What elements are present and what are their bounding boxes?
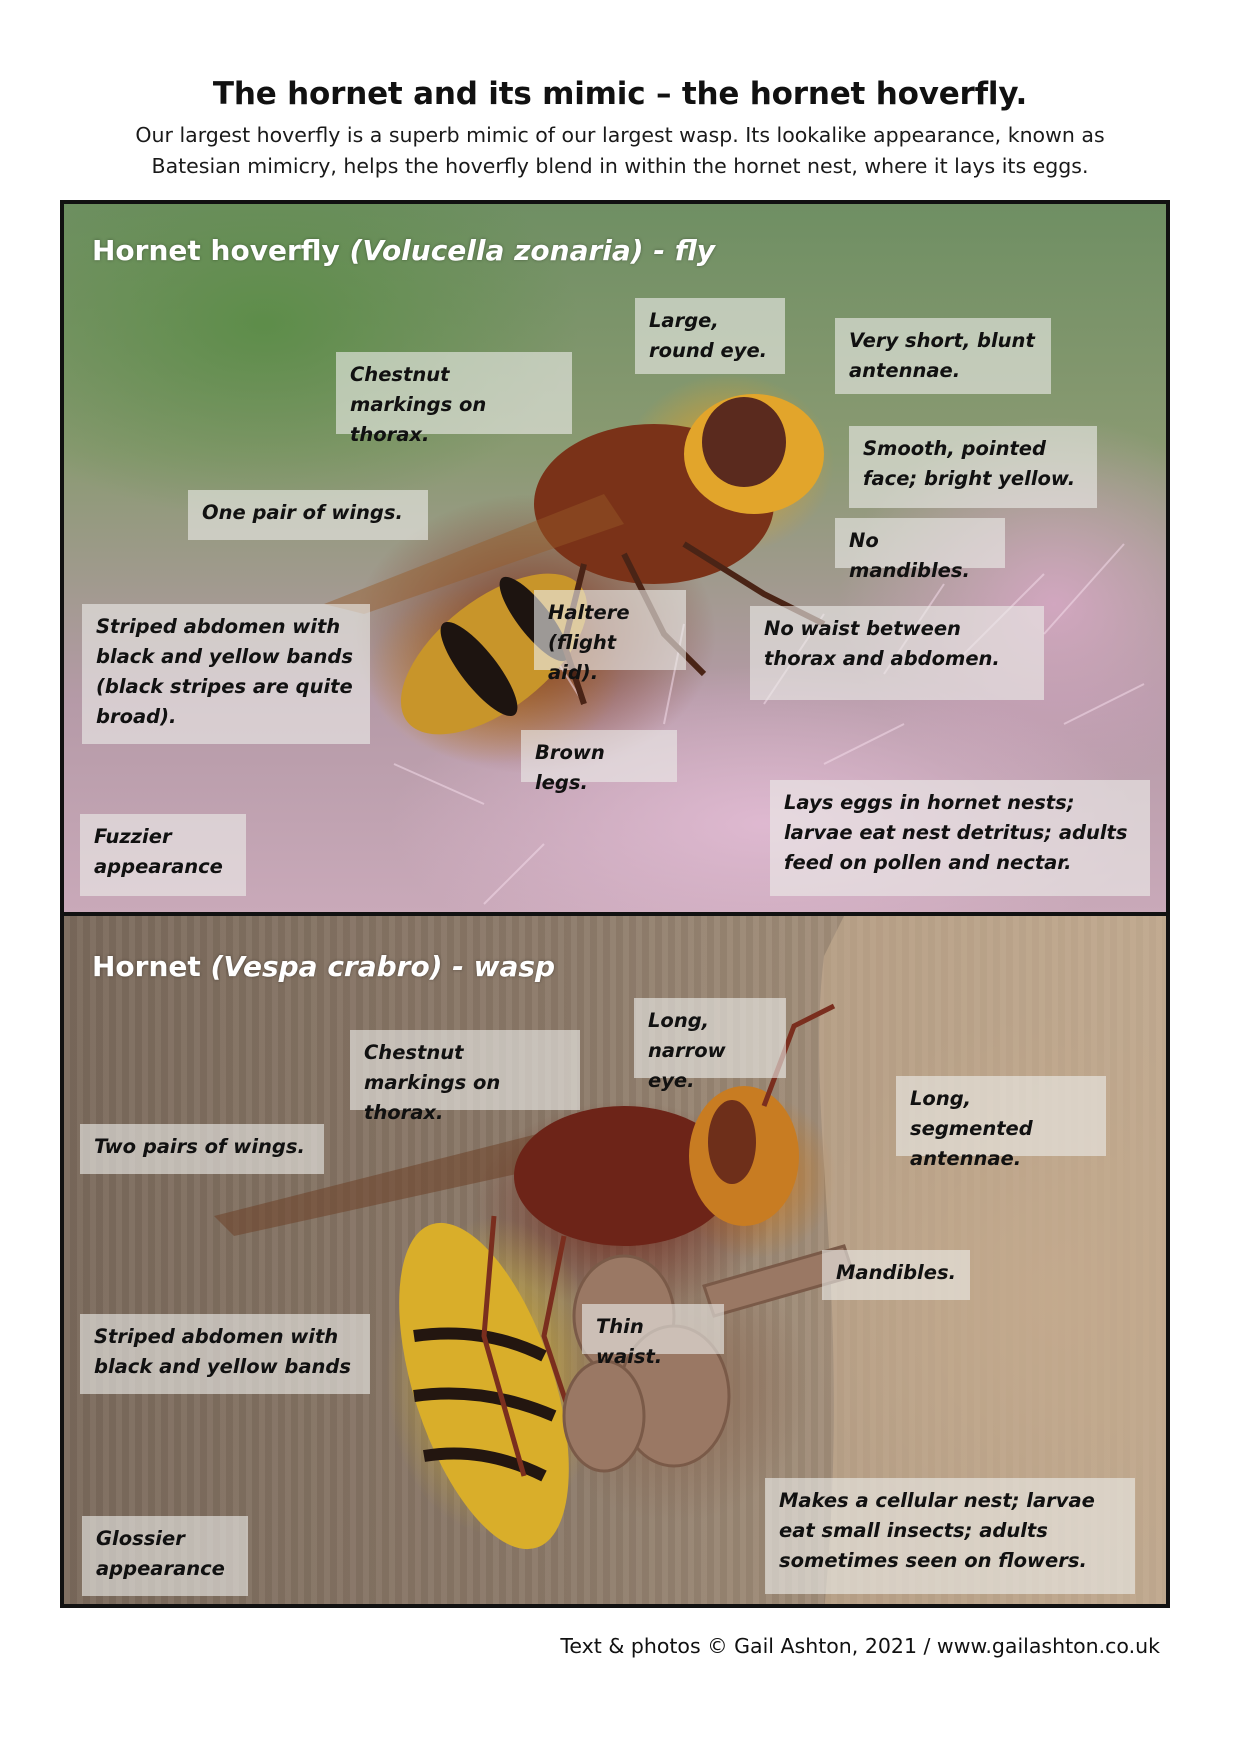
hoverfly-antennae-label: Very short, blunt antennae. (835, 318, 1051, 394)
hoverfly-face-label: Smooth, pointed face; bright yellow. (849, 426, 1097, 508)
hornet-life-label: Makes a cellular nest; larvae eat small insects; adults sometimes seen on flowers. (765, 1478, 1135, 1594)
hoverfly-thorax-label: Chestnut markings on thorax. (336, 352, 572, 434)
hoverfly-eye-label: Large, round eye. (635, 298, 785, 374)
hornet-common-name: Hornet (92, 950, 211, 983)
hornet-scientific-name: (Vespa crabro) - wasp (210, 950, 556, 983)
hoverfly-heading (92, 234, 715, 267)
hoverfly-life-label: Lays eggs in hornet nests; larvae eat nest detritus; adults feed on pollen and nectar. (770, 780, 1150, 896)
hornet-heading (92, 950, 555, 983)
hoverfly-abdomen-label: Striped abdomen with black and yellow bands (black stripes are quite broad). (82, 604, 370, 744)
hoverfly-panel (60, 200, 1170, 916)
hornet-appearance-label: Glossier appearance (82, 1516, 248, 1596)
photo-credit: Text & photos © Gail Ashton, 2021 / www.gailashton.co.uk (560, 1634, 1160, 1658)
hoverfly-haltere-label: Haltere (flight aid). (534, 590, 686, 670)
hornet-abdomen-label: Striped abdomen with black and yellow bands (80, 1314, 370, 1394)
hoverfly-scientific-name: (Volucella zonaria) - fly (349, 234, 716, 267)
hoverfly-legs-label: Brown legs. (521, 730, 677, 782)
hornet-wings-label: Two pairs of wings. (80, 1124, 324, 1174)
hornet-panel (60, 912, 1170, 1608)
hornet-thorax-label: Chestnut markings on thorax. (350, 1030, 580, 1110)
hoverfly-waist-label: No waist between thorax and abdomen. (750, 606, 1044, 700)
hoverfly-appearance-label: Fuzzier appearance (80, 814, 246, 896)
page-title: The hornet and its mimic – the hornet hoverfly. (212, 76, 1028, 112)
hornet-eye-label: Long, narrow eye. (634, 998, 786, 1078)
hornet-mandibles-label: Mandibles. (822, 1250, 970, 1300)
hoverfly-wings-label: One pair of wings. (188, 490, 428, 540)
hornet-antennae-label: Long, segmented antennae. (896, 1076, 1106, 1156)
hoverfly-common-name: Hornet hoverfly (92, 234, 350, 267)
hornet-waist-label: Thin waist. (582, 1304, 724, 1354)
hoverfly-mandibles-label: No mandibles. (835, 518, 1005, 568)
page-subtitle: Our largest hoverfly is a superb mimic of our largest wasp. Its lookalike appearance, known as Batesian mimicry, helps the hoverfly blend in within the hornet nest, where it lays its eggs. (135, 123, 1105, 178)
